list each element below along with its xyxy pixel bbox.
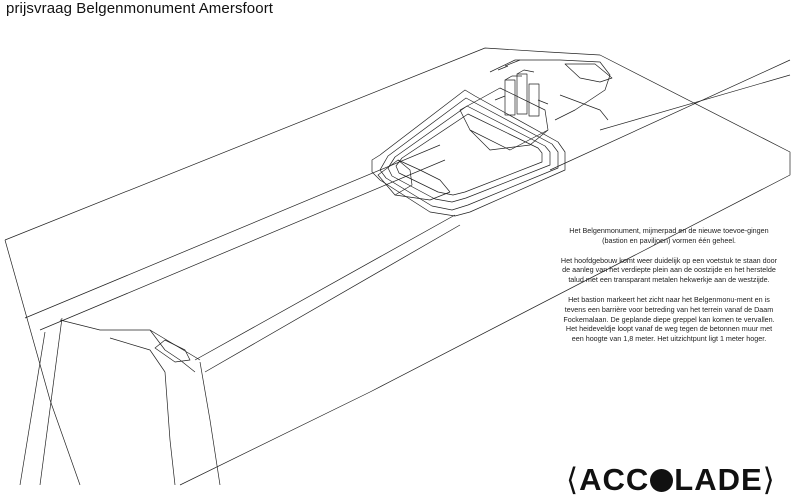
logo-text-left: ACC bbox=[579, 462, 650, 497]
logo-bracket-open: ⟨ bbox=[566, 462, 580, 497]
logo-dot-icon bbox=[650, 469, 673, 492]
logo-text-right: LADE bbox=[674, 462, 763, 497]
description-paragraph: Het hoofdgebouw komt weer duidelijk op een voetstuk te staan door de aanleg van het verdiepte plein aan de oostzijde en het herstelde talud met een transparant metalen hekwerkje aan de westzijde. bbox=[560, 255, 778, 285]
monument-platform bbox=[372, 90, 565, 216]
pavilion bbox=[490, 60, 612, 120]
path-line-right bbox=[550, 60, 790, 170]
accolade-logo bbox=[566, 462, 776, 498]
description-paragraph: Het bastion markeert het zicht naar het Belgenmonu-ment en is tevens een barrière voor betreding van het terrein vanaf de Daam Fockemalaan. De geplande diepe greppel kan komen te vervallen. Het heideveldje loopt vanaf de weg tegen de betonnen muur met een hoogte van 1,8 meter. Het uitzichtpunt ligt 1 meter hoger. bbox=[563, 294, 775, 344]
page-title: prijsvraag Belgenmonument Amersfoort bbox=[6, 0, 274, 17]
path-line-lower bbox=[195, 215, 455, 360]
site-boundary-left bbox=[5, 240, 80, 485]
project-description bbox=[560, 226, 778, 354]
lower-bastion bbox=[60, 320, 220, 485]
path-line-lower2 bbox=[205, 225, 460, 372]
road-edge-left bbox=[20, 332, 45, 485]
description-paragraph: Het Belgenmonument, mijmerpad en de nieuwe toevoe-gingen (bastion en paviljoen) vormen één geheel. bbox=[569, 226, 769, 245]
logo-bracket-close: ⟩ bbox=[762, 462, 776, 497]
road-edge-right bbox=[600, 75, 790, 130]
path-line-bottom bbox=[40, 160, 445, 330]
path-line-top bbox=[25, 145, 440, 318]
monument-building bbox=[460, 70, 548, 150]
